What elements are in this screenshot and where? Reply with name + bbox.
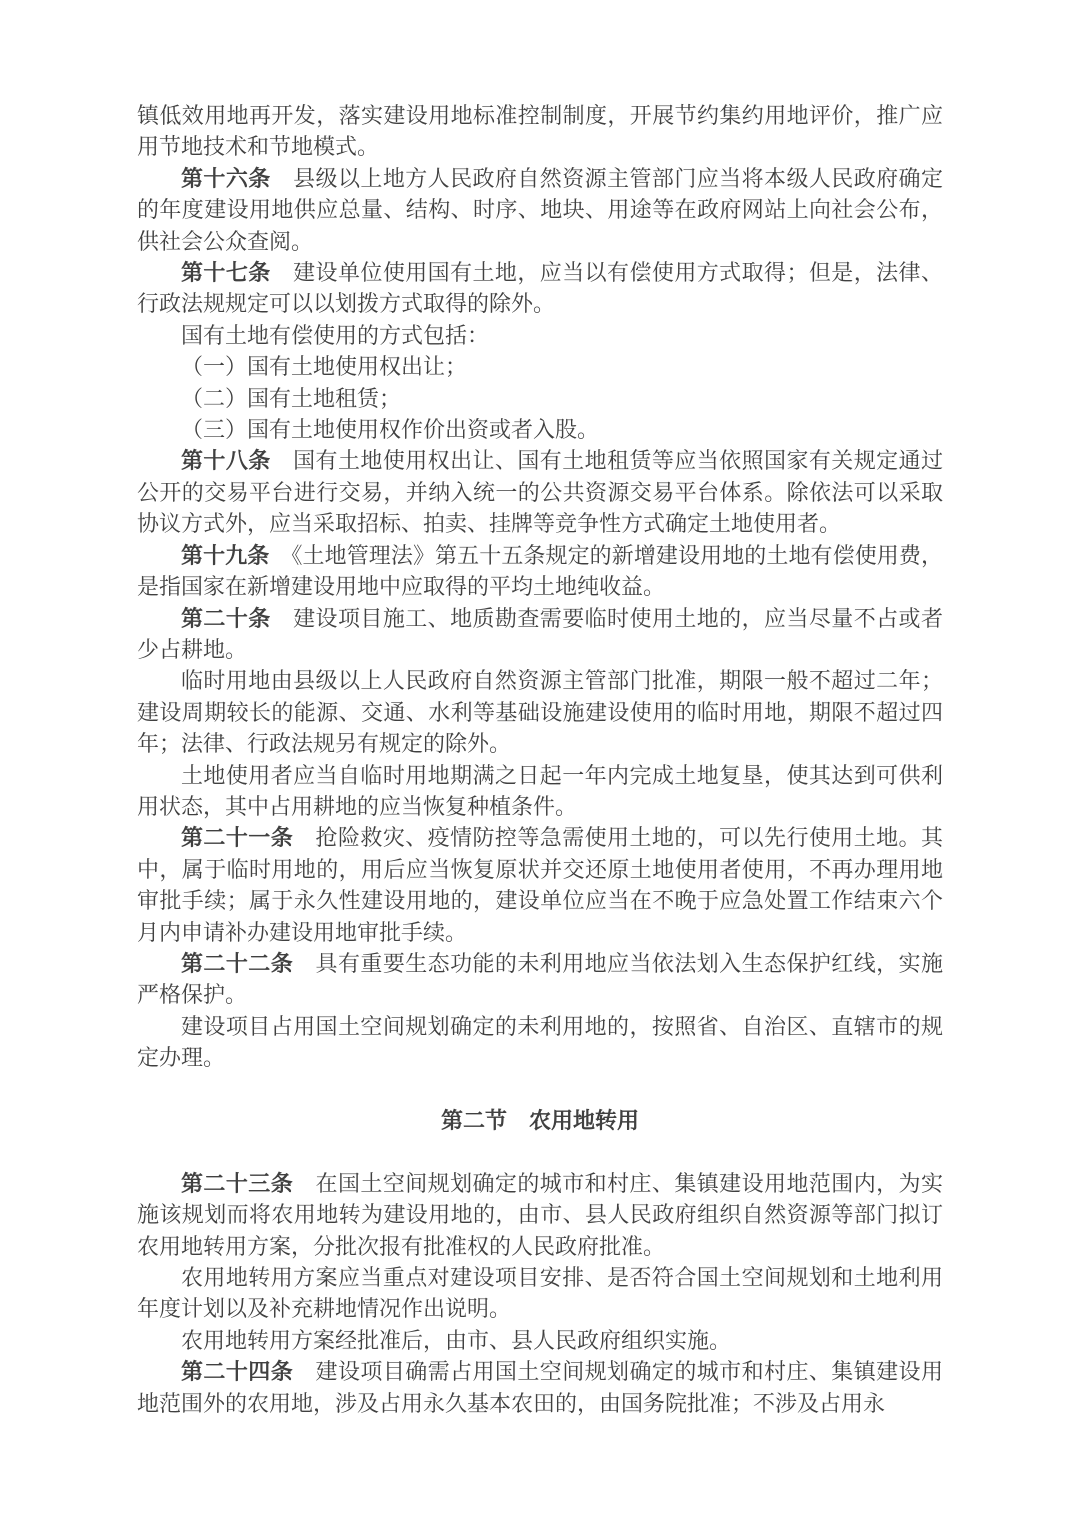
paragraph: 国有土地有偿使用的方式包括： xyxy=(181,322,490,348)
paragraph: 临时用地由县级以上人民政府自然资源主管部门批准，期限一般不超过二年；建设周期较长的能源、交通、水利等基础设施建设使用的临时用地，期限不超过四年；法律、行政法规另有规定的除外。 xyxy=(137,668,943,757)
article-paragraph: 第十九条 《土地管理法》第五十五条规定的新增建设用地的土地有偿使用费，是指国家在新增建设用地中应取得的平均土地纯收益。 xyxy=(137,542,943,600)
article-paragraph: 第二十二条 具有重要生态功能的未利用地应当依法划入生态保护红线，实施严格保护。 xyxy=(137,950,943,1008)
article-paragraph: 第二十条 建设项目施工、地质勘查需要临时使用土地的，应当尽量不占或者少占耕地。 xyxy=(137,605,943,662)
paragraph: （一）国有土地使用权出让； xyxy=(181,354,468,380)
article-paragraph: 第二十三条 在国土空间规划确定的城市和村庄、集镇建设用地范围内，为实施该规划而将农用地转为建设用地的，由市、县人民政府组织自然资源等部门拟订农用地转用方案，分批次报有批准权的人民政府批准。 xyxy=(137,1170,943,1259)
paragraph: （二）国有土地租赁； xyxy=(181,385,402,411)
article-number: 第二十一条 xyxy=(181,825,294,851)
article-paragraph: 第十六条 县级以上地方人民政府自然资源主管部门应当将本级人民政府确定的年度建设用地供应总量、结构、时序、地块、用途等在政府网站上向社会公布，供社会公众查阅。 xyxy=(137,165,943,254)
article-paragraph: 第十八条 国有土地使用权出让、国有土地租赁等应当依照国家有关规定通过公开的交易平台进行交易，并纳入统一的公共资源交易平台体系。除依法可以采取协议方式外，应当采取招标、拍卖、挂牌等竞争性方式确定土地使用者。 xyxy=(137,448,943,537)
article-number: 第二十条 xyxy=(181,605,271,631)
paragraph: 镇低效用地再开发，落实建设用地标准控制制度，开展节约集约用地评价，推广应用节地技术和节地模式。 xyxy=(137,103,943,160)
paragraph: 农用地转用方案经批准后，由市、县人民政府组织实施。 xyxy=(181,1327,732,1353)
article-number: 第十七条 xyxy=(181,260,271,286)
paragraph: 农用地转用方案应当重点对建设项目安排、是否符合国土空间规划和土地利用年度计划以及补充耕地情况作出说明。 xyxy=(137,1265,943,1322)
article-number: 第二十四条 xyxy=(181,1359,294,1385)
article-number: 第二十二条 xyxy=(181,950,294,976)
paragraph: 建设项目占用国土空间规划确定的未利用地的，按照省、自治区、直辖市的规定办理。 xyxy=(137,1013,943,1071)
article-paragraph: 第二十一条 抢险救灾、疫情防控等急需使用土地的，可以先行使用土地。其中，属于临时用地的，用后应当恢复原状并交还原土地使用者使用，不再办理用地审批手续；属于永久性建设用地的，建设单位应当在不晚于应急处置工作结束六个月内申请补办建设用地审批手续。 xyxy=(137,825,943,945)
document-body xyxy=(137,100,943,1419)
article-paragraph: 第二十四条 建设项目确需占用国土空间规划确定的城市和村庄、集镇建设用地范围外的农用地，涉及占用永久基本农田的，由国务院批准；不涉及占用永 xyxy=(137,1359,943,1416)
paragraph: （三）国有土地使用权作价出资或者入股。 xyxy=(181,417,600,443)
article-number: 第二十三条 xyxy=(181,1170,294,1196)
article-number: 第十九条 xyxy=(181,542,270,568)
paragraph: 土地使用者应当自临时用地期满之日起一年内完成土地复垦，使其达到可供利用状态，其中占用耕地的应当恢复种植条件。 xyxy=(137,762,943,819)
article-number: 第十八条 xyxy=(181,448,271,474)
section-heading: 第二节 农用地转用 xyxy=(440,1107,639,1133)
article-paragraph: 第十七条 建设单位使用国有土地，应当以有偿使用方式取得；但是，法律、行政法规规定可以以划拨方式取得的除外。 xyxy=(137,260,943,317)
article-number: 第十六条 xyxy=(181,165,271,191)
